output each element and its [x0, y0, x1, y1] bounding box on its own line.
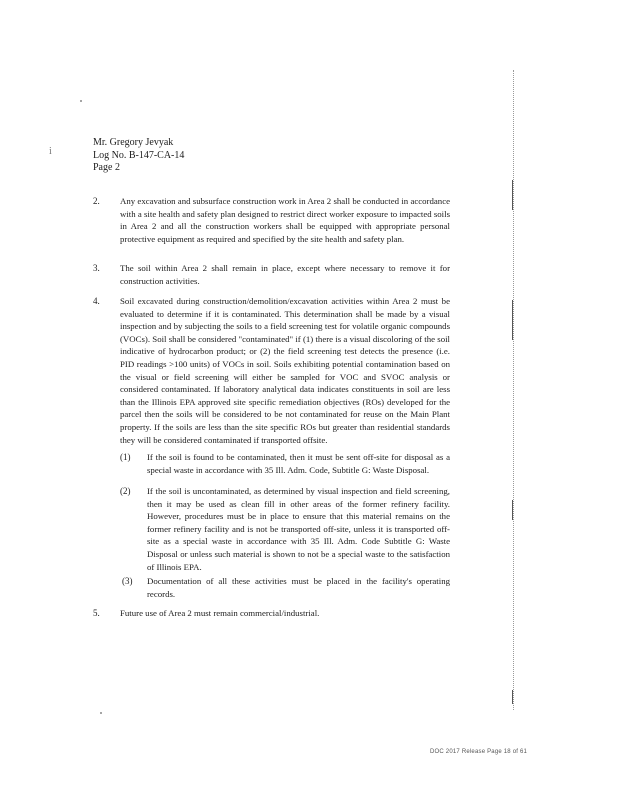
subitem-1-text: If the soil is found to be contaminated, then it must be sent off-site for disposal as a special waste in accordance with 35 Ill. Adm. Code, Subtitle G: Waste Disposal.	[147, 452, 450, 475]
page-number: Page 2	[93, 162, 120, 173]
item-4-number: 4.	[93, 296, 100, 306]
letter-header	[93, 137, 184, 175]
scan-mark	[512, 690, 513, 704]
item-5-text: Future use of Area 2 must remain commercial/industrial.	[120, 608, 320, 618]
scan-mark	[512, 500, 513, 520]
footer-stamp: DOC 2017 Release Page 18 of 61	[430, 749, 528, 755]
subitem-2-number: (2)	[120, 486, 131, 496]
subitem-2-text: If the soil is uncontaminated, as determined by visual inspection and field screening, then it may be used as clean fill in other areas of the former refinery facility. However, procedures must be in place to ensure that this material remains on the former refinery facility and is not be transported off-site, unless it is transported off-site as a special waste in accordance with 35 Ill. Adm. Code Subtitle G: Waste Disposal or unless such material is shown to not be a special waste to the satisfaction of Illinois EPA.	[147, 486, 450, 572]
scan-margin-line	[513, 70, 514, 710]
item-5-number: 5.	[93, 608, 100, 618]
subitem-1-number: (1)	[120, 452, 131, 462]
item-2-number: 2.	[93, 196, 100, 206]
recipient-name: Mr. Gregory Jevyak	[93, 137, 174, 148]
item-3-number: 3.	[93, 263, 100, 273]
item-4-text: Soil excavated during construction/demolition/excavation activities within Area 2 must be evaluated to determine if it is contaminated. This determination shall be made by a visual inspection and by subjecting the soils to a field screening test for volatile organic compounds (VOCs). Soil shall be considered "contaminated" if (1) there is a visual discoloring of the soil indicative of hydrocarbon product; or (2) the field screening test detects the presence (i.e. PID readings >100 units) of VOCs in soil. Soils exhibiting potential contamination based on the visual or field screening will either be sampled for VOC and SVOC analysis or considered contaminated. If laboratory analytical data indicates constituents in soil are less than the Illinois EPA approved site specific remediation objectives (ROs) developed for the parcel then the soils will be considered to be not contaminated for reuse on the Main Plant property. If the soils are less than the site specific ROs but greater than residential standards they will be considered contaminated if transported offsite.	[120, 296, 450, 445]
scan-speck	[100, 712, 102, 714]
item-2-text: Any excavation and subsurface construction work in Area 2 shall be conducted in accordance with a site health and safety plan designed to restrict direct worker exposure to impacted soils in Area 2 and all the construction workers shall be equipped with appropriate personal protective equipment as required and specified by the site health and safety plan.	[120, 196, 450, 244]
log-number: Log No. B-147-CA-14	[93, 149, 185, 161]
subitem-3-text: Documentation of all these activities must be placed in the facility's operating records.	[147, 576, 450, 599]
scan-speck	[80, 100, 82, 102]
subitem-3-number: (3)	[122, 576, 133, 586]
scan-mark	[512, 300, 513, 340]
margin-mark: i	[49, 146, 52, 157]
scan-mark	[512, 180, 513, 210]
item-3-text: The soil within Area 2 shall remain in place, except where necessary to remove it for construction activities.	[120, 263, 450, 286]
